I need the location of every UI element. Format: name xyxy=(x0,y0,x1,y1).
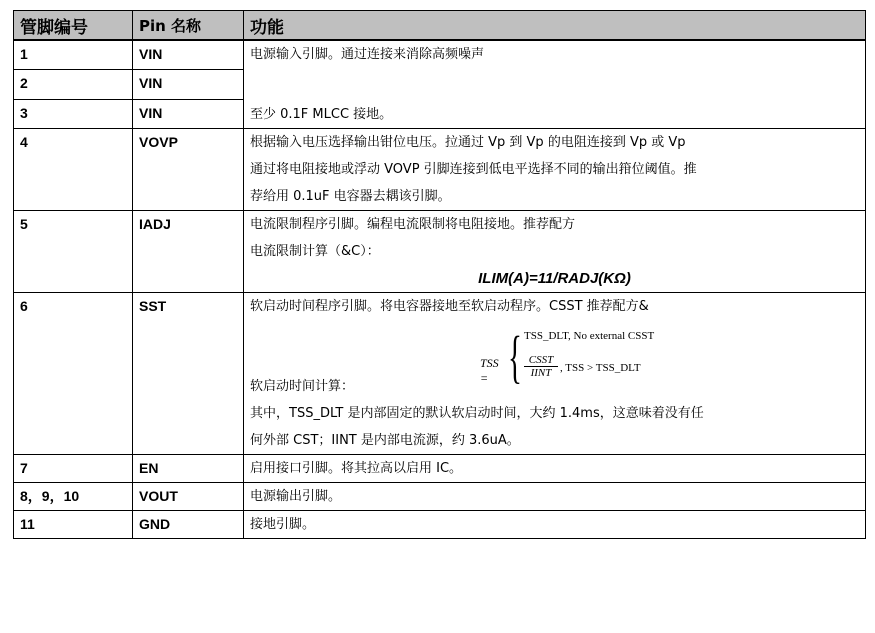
table-row xyxy=(14,40,866,70)
tss-formula-block xyxy=(250,320,859,400)
iadj-line-1: 电流限制程序引脚。编程电流限制将电阻接地。推荐配方 xyxy=(250,217,576,232)
vovp-line-1: 根据输入电压选择输出钳位电压。拉通过 Vp 到 Vp 的电阻连接到 Vp 或 Vp xyxy=(250,135,686,150)
pin-function-table xyxy=(13,10,866,539)
formula-numerator: CSST xyxy=(524,354,558,367)
pin-no: 5 xyxy=(14,211,133,293)
header-pin-no: 管脚编号 xyxy=(14,11,133,41)
pin-no: 3 xyxy=(14,99,133,128)
formula-lhs: TSS = xyxy=(480,356,499,385)
formula-case-1: TSS_DLT, No external CSST xyxy=(524,330,655,342)
brace-icon: { xyxy=(508,324,522,389)
pin-no: 8，9，10 xyxy=(14,483,133,511)
vout-function: 电源输出引脚。 xyxy=(244,483,866,511)
pin-no: 6 xyxy=(14,293,133,455)
pin-no: 11 xyxy=(14,511,133,539)
pin-name: VOUT xyxy=(133,483,244,511)
vin-line-1: 电源输入引脚。通过连接来消除高频噪声 xyxy=(250,47,485,62)
table-row xyxy=(14,211,866,293)
pin-no: 7 xyxy=(14,455,133,483)
header-function: 功能 xyxy=(244,11,866,41)
vovp-function xyxy=(244,129,866,211)
sst-line-1: 软启动时间程序引脚。将电容器接地至软启动程序。CSST 推荐配方& xyxy=(250,299,649,314)
formula-label: 软启动时间计算： xyxy=(250,379,355,394)
ilim-formula: ILIM(A)=11/RADJ(KΩ) xyxy=(478,270,631,287)
table-row xyxy=(14,293,866,455)
vovp-line-2: 通过将电阻接地或浮动 VOVP 引脚连接到低电平选择不同的输出箝位阈值。推 xyxy=(250,162,697,177)
header-pin-name: Pin 名称 xyxy=(133,11,244,41)
sst-line-2: 其中，TSS_DLT 是内部固定的默认软启动时间，大约 1.4ms，这意味着没有任 xyxy=(250,406,704,421)
iadj-line-2: 电流限制计算（&C）： xyxy=(250,244,380,259)
formula-case-2: , TSS > TSS_DLT xyxy=(560,362,641,374)
pin-name: GND xyxy=(133,511,244,539)
gnd-function: 接地引脚。 xyxy=(244,511,866,539)
pin-name: VIN xyxy=(133,70,244,99)
sst-line-3: 何外部 CST；IINT 是内部电流源，约 3.6uA。 xyxy=(250,433,520,448)
pin-no: 1 xyxy=(14,40,133,70)
pin-name: VOVP xyxy=(133,129,244,211)
formula-denominator: IINT xyxy=(530,367,552,379)
pin-name: SST xyxy=(133,293,244,455)
table-row xyxy=(14,455,866,483)
pin-name: VIN xyxy=(133,40,244,70)
formula-fraction xyxy=(524,354,558,379)
sst-function xyxy=(244,293,866,455)
pin-name: IADJ xyxy=(133,211,244,293)
vovp-line-3: 荐给用 0.1uF 电容器去耦该引脚。 xyxy=(250,189,451,204)
pin-name: EN xyxy=(133,455,244,483)
table-row xyxy=(14,483,866,511)
en-function: 启用接口引脚。将其拉高以启用 IC。 xyxy=(244,455,866,483)
pin-no: 2 xyxy=(14,70,133,99)
iadj-function xyxy=(244,211,866,293)
table-row xyxy=(14,511,866,539)
vin-line-2: 至少 0.1F MLCC 接地。 xyxy=(250,107,393,122)
table-row xyxy=(14,129,866,211)
vin-function xyxy=(244,40,866,129)
header-row xyxy=(14,11,866,41)
pin-name: VIN xyxy=(133,99,244,128)
pin-no: 4 xyxy=(14,129,133,211)
